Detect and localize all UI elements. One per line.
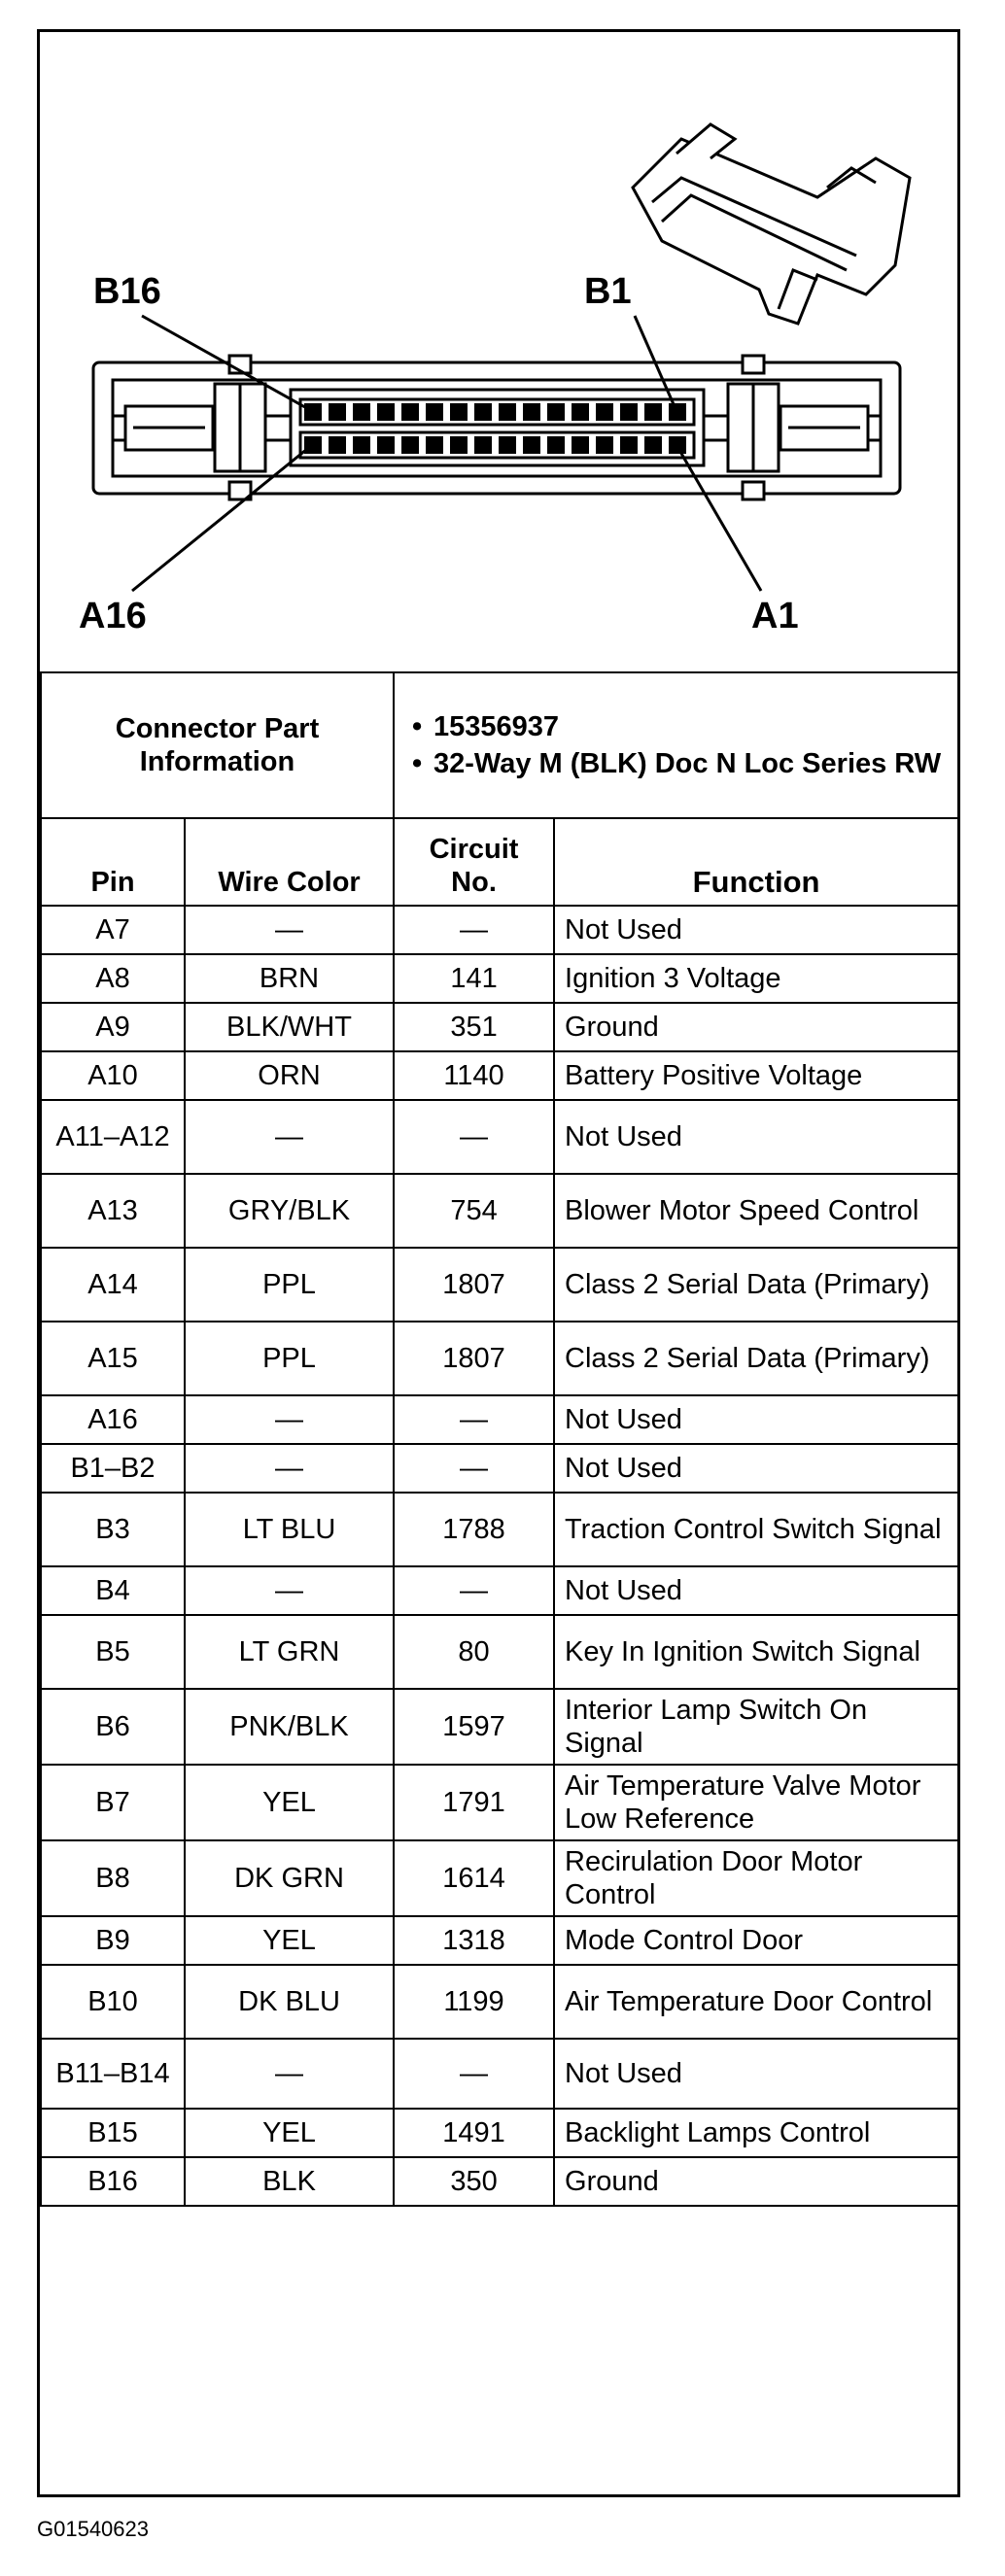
pin-cell: A14 xyxy=(41,1248,185,1322)
function-cell: Class 2 Serial Data (Primary) xyxy=(554,1248,958,1322)
pin-cell: B6 xyxy=(41,1689,185,1765)
pin-cell: B1–B2 xyxy=(41,1444,185,1493)
pin-cell: B3 xyxy=(41,1493,185,1566)
function-cell: Air Temperature Door Control xyxy=(554,1965,958,2039)
table-row xyxy=(41,1840,958,1916)
pin-cell: B15 xyxy=(41,2109,185,2157)
pin-cell: B7 xyxy=(41,1765,185,1840)
circuit-no-cell: 1614 xyxy=(394,1840,554,1916)
table-row xyxy=(41,2157,958,2206)
circuit-no-cell: — xyxy=(394,1100,554,1174)
table-row xyxy=(41,1965,958,2039)
circuit-no-cell: 1807 xyxy=(394,1248,554,1322)
circuit-no-cell: 351 xyxy=(394,1003,554,1051)
function-cell: Blower Motor Speed Control xyxy=(554,1174,958,1248)
circuit-no-cell: 1140 xyxy=(394,1051,554,1100)
function-cell: Not Used xyxy=(554,1100,958,1174)
wire-color-cell: — xyxy=(185,906,394,954)
table-row xyxy=(41,1003,958,1051)
circuit-no-cell: 1807 xyxy=(394,1322,554,1395)
circuit-no-cell: — xyxy=(394,906,554,954)
wire-color-cell: DK GRN xyxy=(185,1840,394,1916)
function-cell: Not Used xyxy=(554,2039,958,2109)
callout-b1: B1 xyxy=(584,271,632,312)
pin-cell: A15 xyxy=(41,1322,185,1395)
table-row xyxy=(41,1395,958,1444)
wire-color-cell: YEL xyxy=(185,2109,394,2157)
function-cell: Backlight Lamps Control xyxy=(554,2109,958,2157)
connector-info-bullets xyxy=(394,672,958,818)
header-pin: Pin xyxy=(41,818,185,906)
table-row xyxy=(41,906,958,954)
wire-color-cell: DK BLU xyxy=(185,1965,394,2039)
pin-cell: A11–A12 xyxy=(41,1100,185,1174)
callout-b16: B16 xyxy=(93,271,161,312)
table-row xyxy=(41,1248,958,1322)
wire-color-cell: YEL xyxy=(185,1765,394,1840)
function-cell: Class 2 Serial Data (Primary) xyxy=(554,1322,958,1395)
circuit-no-cell: — xyxy=(394,2039,554,2109)
wire-color-cell: PPL xyxy=(185,1248,394,1322)
table-row xyxy=(41,1100,958,1174)
table-header-row xyxy=(41,818,958,906)
function-cell: Interior Lamp Switch On Signal xyxy=(554,1689,958,1765)
pin-rows xyxy=(41,906,958,2206)
pin-cell: A16 xyxy=(41,1395,185,1444)
circuit-no-cell: 1318 xyxy=(394,1916,554,1965)
circuit-no-cell: 1199 xyxy=(394,1965,554,2039)
connector-part-number: • 15356937 xyxy=(412,710,948,743)
wire-color-cell: PNK/BLK xyxy=(185,1689,394,1765)
table-row xyxy=(41,2039,958,2109)
pin-cell: B11–B14 xyxy=(41,2039,185,2109)
connector-info-label: Connector Part Information xyxy=(41,672,394,818)
pin-cell: B10 xyxy=(41,1965,185,2039)
wire-color-cell: BRN xyxy=(185,954,394,1003)
table-row xyxy=(41,1765,958,1840)
pin-cell: B9 xyxy=(41,1916,185,1965)
table-row xyxy=(41,2109,958,2157)
pin-cell: A7 xyxy=(41,906,185,954)
pin-cell: A9 xyxy=(41,1003,185,1051)
wire-color-cell: — xyxy=(185,1100,394,1174)
circuit-no-cell: 1491 xyxy=(394,2109,554,2157)
wire-color-cell: LT BLU xyxy=(185,1493,394,1566)
wire-color-cell: — xyxy=(185,2039,394,2109)
function-cell: Not Used xyxy=(554,1566,958,1615)
figure-id: G01540623 xyxy=(37,2517,149,2541)
circuit-no-cell: — xyxy=(394,1395,554,1444)
header-wire-color: Wire Color xyxy=(185,818,394,906)
header-circuit-no: Circuit No. xyxy=(394,818,554,906)
function-cell: Ground xyxy=(554,1003,958,1051)
wire-color-cell: YEL xyxy=(185,1916,394,1965)
wire-color-cell: BLK/WHT xyxy=(185,1003,394,1051)
function-cell: Air Temperature Valve Motor Low Reference xyxy=(554,1765,958,1840)
function-cell: Ground xyxy=(554,2157,958,2206)
connector-info-row xyxy=(41,672,958,818)
function-cell: Battery Positive Voltage xyxy=(554,1051,958,1100)
pin-cell: A8 xyxy=(41,954,185,1003)
table-row xyxy=(41,1566,958,1615)
function-cell: Not Used xyxy=(554,1444,958,1493)
connector-diagram xyxy=(40,32,957,671)
wire-color-cell: — xyxy=(185,1566,394,1615)
pin-cell: A10 xyxy=(41,1051,185,1100)
table-row xyxy=(41,1322,958,1395)
table-row xyxy=(41,1689,958,1765)
wire-color-cell: ORN xyxy=(185,1051,394,1100)
connector-pinout-table xyxy=(40,671,959,2207)
connector-sheet xyxy=(37,29,960,2497)
circuit-no-cell: 1597 xyxy=(394,1689,554,1765)
wire-color-cell: GRY/BLK xyxy=(185,1174,394,1248)
table-row xyxy=(41,1916,958,1965)
connector-front-view-icon xyxy=(93,356,900,499)
function-cell: Recirulation Door Motor Control xyxy=(554,1840,958,1916)
wire-color-cell: PPL xyxy=(185,1322,394,1395)
circuit-no-cell: — xyxy=(394,1566,554,1615)
circuit-no-cell: 350 xyxy=(394,2157,554,2206)
circuit-no-cell: 80 xyxy=(394,1615,554,1689)
function-cell: Not Used xyxy=(554,906,958,954)
function-cell: Not Used xyxy=(554,1395,958,1444)
connector-drawing-svg xyxy=(40,32,957,671)
wire-color-cell: BLK xyxy=(185,2157,394,2206)
callout-a1: A1 xyxy=(751,596,799,636)
function-cell: Mode Control Door xyxy=(554,1916,958,1965)
pin-cell: B5 xyxy=(41,1615,185,1689)
circuit-no-cell: — xyxy=(394,1444,554,1493)
pin-cell: B16 xyxy=(41,2157,185,2206)
table-row xyxy=(41,1444,958,1493)
table-row xyxy=(41,1615,958,1689)
circuit-no-cell: 754 xyxy=(394,1174,554,1248)
wire-color-cell: — xyxy=(185,1395,394,1444)
function-cell: Key In Ignition Switch Signal xyxy=(554,1615,958,1689)
function-cell: Traction Control Switch Signal xyxy=(554,1493,958,1566)
wire-color-cell: — xyxy=(185,1444,394,1493)
pin-cell: B4 xyxy=(41,1566,185,1615)
table-row xyxy=(41,1493,958,1566)
table-row xyxy=(41,1174,958,1248)
function-cell: Ignition 3 Voltage xyxy=(554,954,958,1003)
pin-cell: A13 xyxy=(41,1174,185,1248)
table-row xyxy=(41,954,958,1003)
header-function: Function xyxy=(554,818,958,906)
connector-description: • 32-Way M (BLK) Doc N Loc Series RW xyxy=(412,747,948,780)
table-row xyxy=(41,1051,958,1100)
wire-color-cell: LT GRN xyxy=(185,1615,394,1689)
connector-isometric-icon xyxy=(633,124,910,324)
circuit-no-cell: 141 xyxy=(394,954,554,1003)
callout-a16: A16 xyxy=(79,596,147,636)
circuit-no-cell: 1788 xyxy=(394,1493,554,1566)
pin-cell: B8 xyxy=(41,1840,185,1916)
circuit-no-cell: 1791 xyxy=(394,1765,554,1840)
